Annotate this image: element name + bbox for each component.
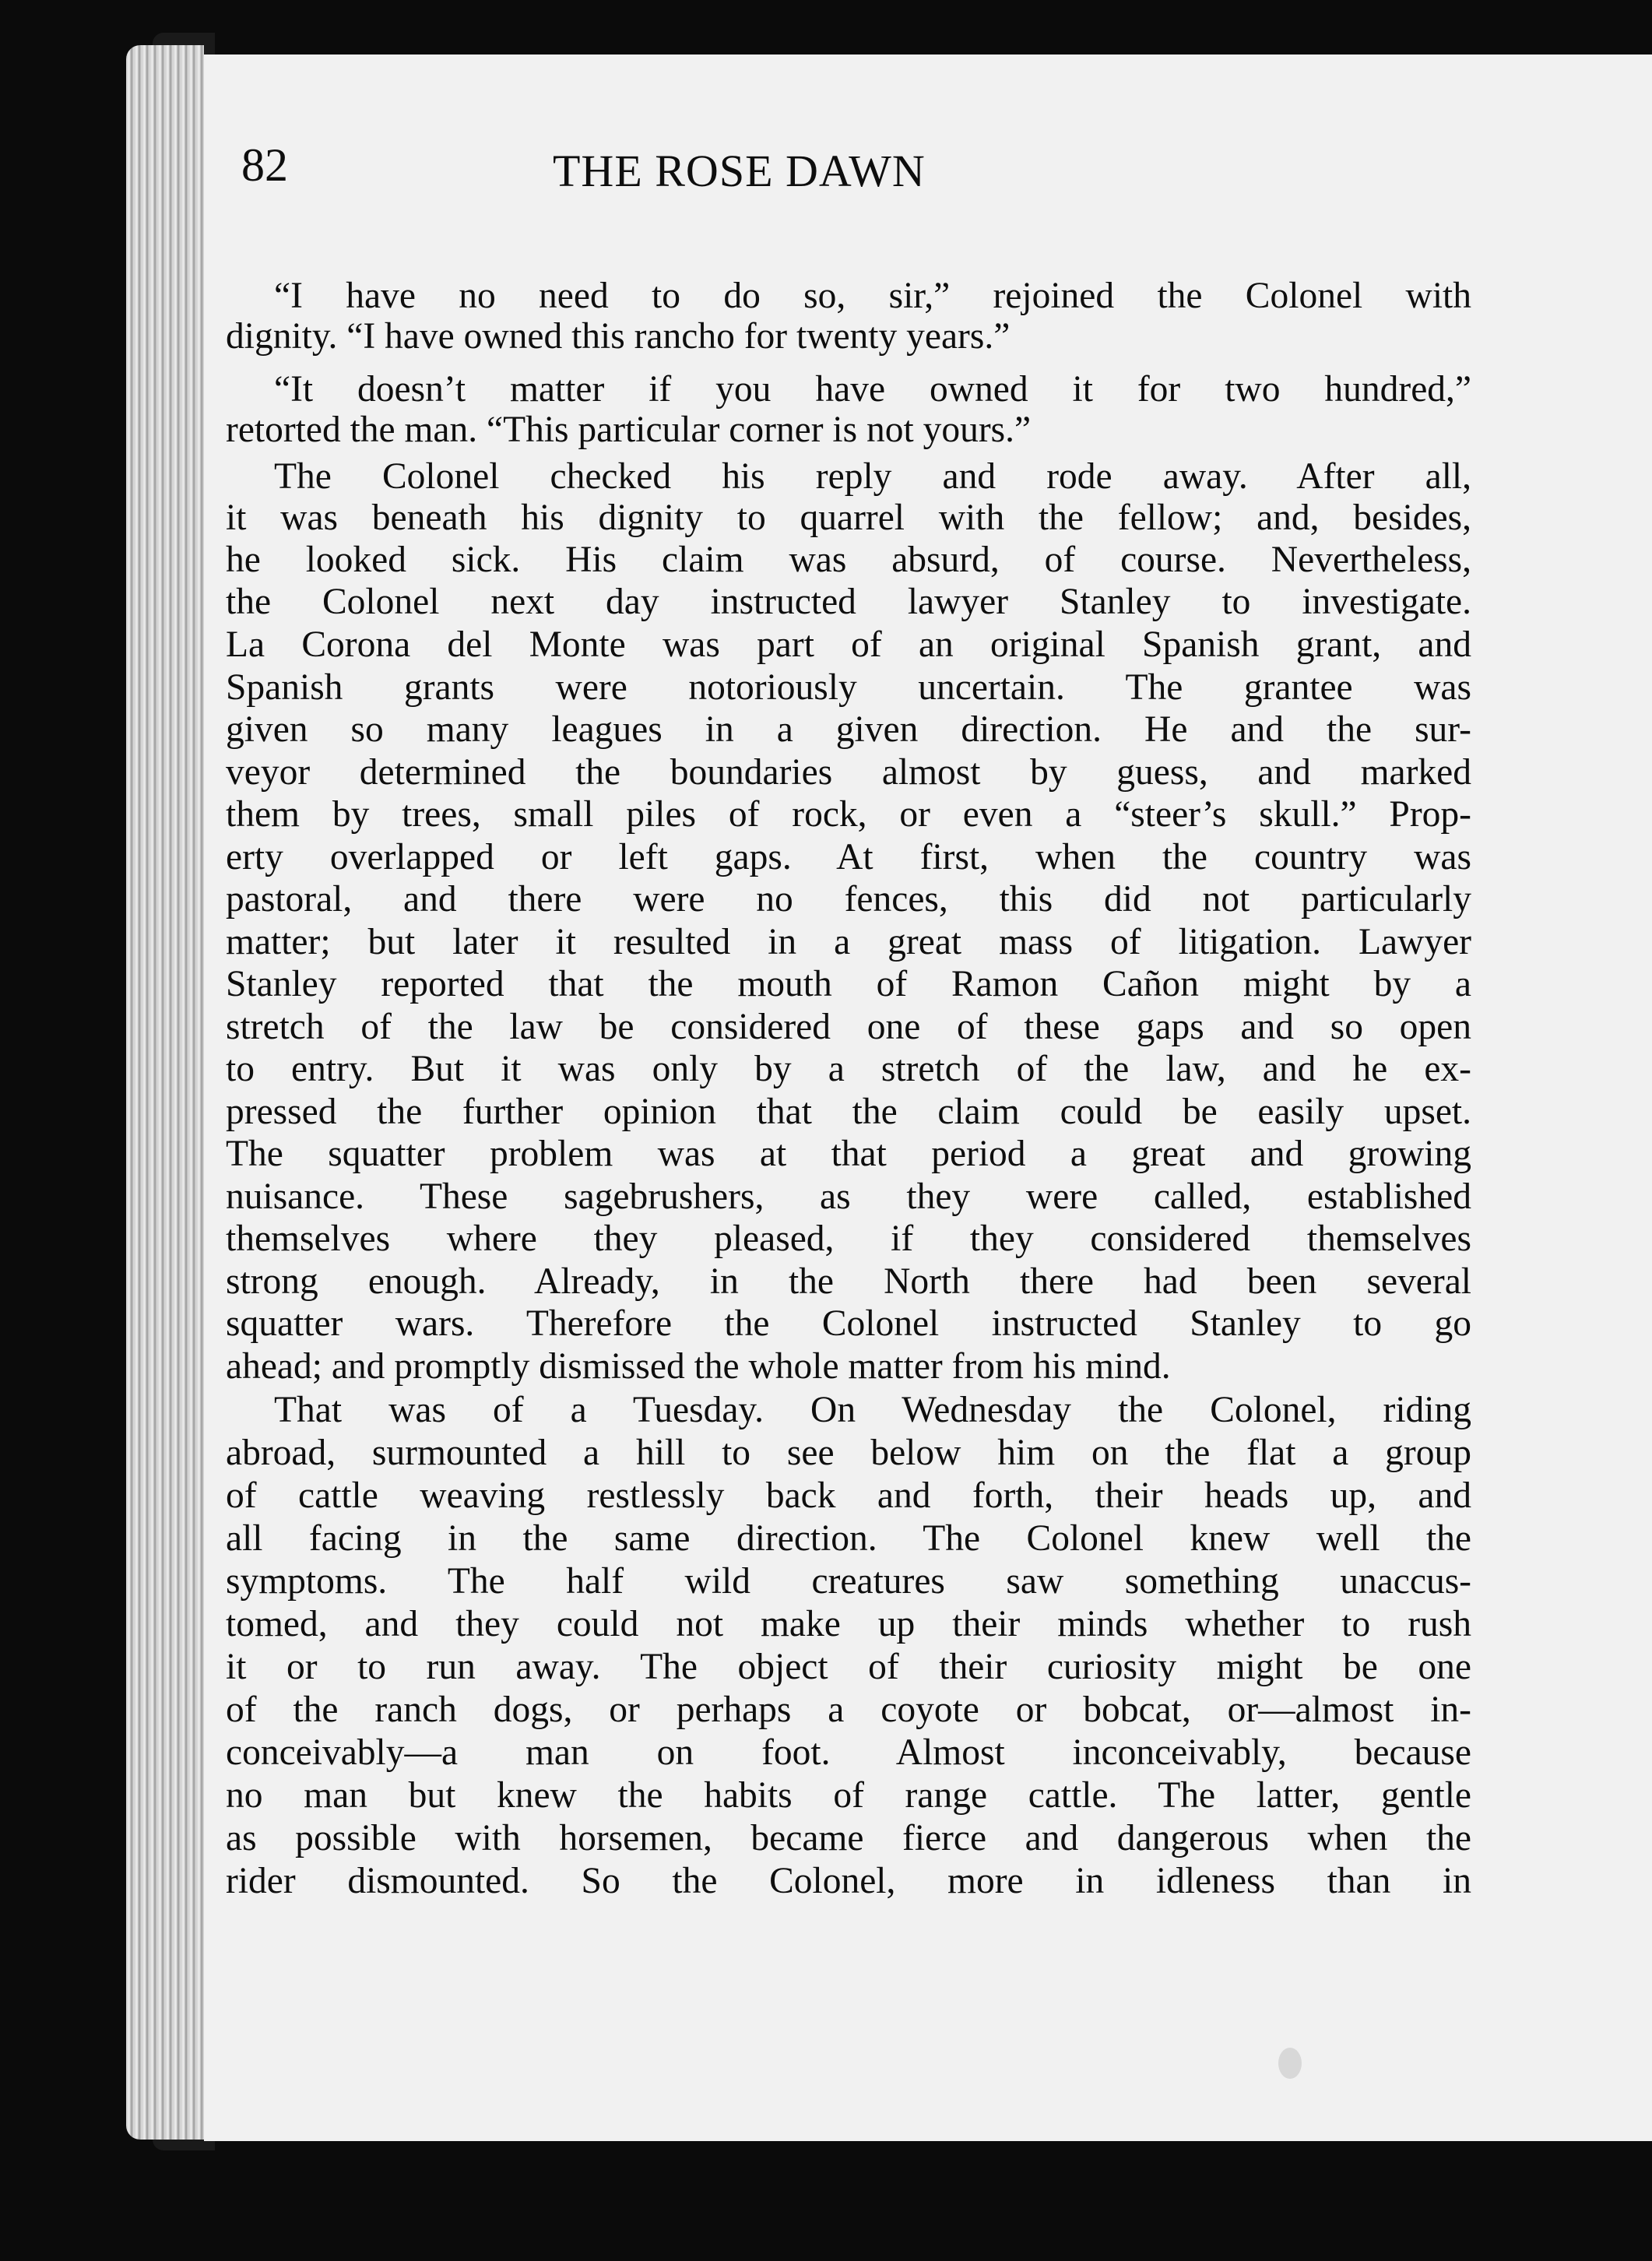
text-line: it or to run away. The object of their curiosity might be one: [226, 1647, 1471, 1687]
text-line: nuisance. These sagebrushers, as they were called, established: [226, 1176, 1471, 1217]
page-edges: [126, 45, 204, 2140]
text-line: retorted the man. “This particular corner is not yours.”: [226, 410, 1032, 450]
page-blemish: [1278, 2048, 1302, 2079]
text-line: matter; but later it resulted in a great mass of litigation. Lawyer: [226, 922, 1471, 962]
text-line: dignity. “I have owned this rancho for twenty years.”: [226, 316, 1011, 357]
text-line: ahead; and promptly dismissed the whole matter from his mind.: [226, 1346, 1171, 1387]
text-line: abroad, surmounted a hill to see below him on the flat a group: [226, 1433, 1471, 1473]
text-line: of cattle weaving restlessly back and forth, their heads up, and: [226, 1475, 1471, 1516]
text-line: symptoms. The half wild creatures saw something unaccus-: [226, 1561, 1471, 1602]
text-line: all facing in the same direction. The Colonel knew well the: [226, 1518, 1471, 1559]
text-line: rider dismounted. So the Colonel, more in idleness than in: [226, 1861, 1471, 1901]
text-line: “I have no need to do so, sir,” rejoined the Colonel with: [274, 276, 1471, 316]
text-line: to entry. But it was only by a stretch of the law, and he ex-: [226, 1049, 1471, 1089]
text-line: he looked sick. His claim was absurd, of course. Nevertheless,: [226, 540, 1471, 580]
text-line: of the ranch dogs, or perhaps a coyote or bobcat, or—almost in-: [226, 1690, 1471, 1730]
text-line: them by trees, small piles of rock, or even a “steer’s skull.” Prop-: [226, 794, 1471, 835]
text-line: Stanley reported that the mouth of Ramon Cañon might by a: [226, 964, 1471, 1004]
text-line: stretch of the law be considered one of these gaps and so open: [226, 1007, 1471, 1047]
text-line: the Colonel next day instructed lawyer Stanley to investigate.: [226, 582, 1471, 622]
text-line: La Corona del Monte was part of an original Spanish grant, and: [226, 624, 1471, 665]
text-line: The Colonel checked his reply and rode away. After all,: [274, 456, 1471, 497]
text-line: themselves where they pleased, if they considered themselves: [226, 1218, 1471, 1259]
text-line: no man but knew the habits of range cattle. The latter, gentle: [226, 1775, 1471, 1816]
text-line: pastoral, and there were no fences, this did not particularly: [226, 879, 1471, 920]
text-line: it was beneath his dignity to quarrel with the fellow; and, besides,: [226, 498, 1471, 538]
text-line: That was of a Tuesday. On Wednesday the Colonel, riding: [274, 1390, 1471, 1430]
text-line: veyor determined the boundaries almost by guess, and marked: [226, 752, 1471, 793]
text-line: squatter wars. Therefore the Colonel instructed Stanley to go: [226, 1303, 1471, 1344]
page-number: 82: [241, 139, 288, 191]
text-line: tomed, and they could not make up their minds whether to rush: [226, 1604, 1471, 1644]
text-line: The squatter problem was at that period a great and growing: [226, 1134, 1471, 1174]
text-line: given so many leagues in a given direction. He and the sur-: [226, 709, 1471, 750]
text-line: strong enough. Already, in the North there had been several: [226, 1261, 1471, 1302]
text-line: conceivably—a man on foot. Almost inconceivably, because: [226, 1732, 1471, 1773]
text-line: erty overlapped or left gaps. At first, when the country was: [226, 837, 1471, 877]
running-title: THE ROSE DAWN: [553, 146, 926, 196]
text-line: “It doesn’t matter if you have owned it for two hundred,”: [274, 369, 1471, 410]
text-line: Spanish grants were notoriously uncertain. The grantee was: [226, 667, 1471, 708]
text-line: pressed the further opinion that the claim could be easily upset.: [226, 1092, 1471, 1132]
text-line: as possible with horsemen, became fierce and dangerous when the: [226, 1818, 1471, 1858]
